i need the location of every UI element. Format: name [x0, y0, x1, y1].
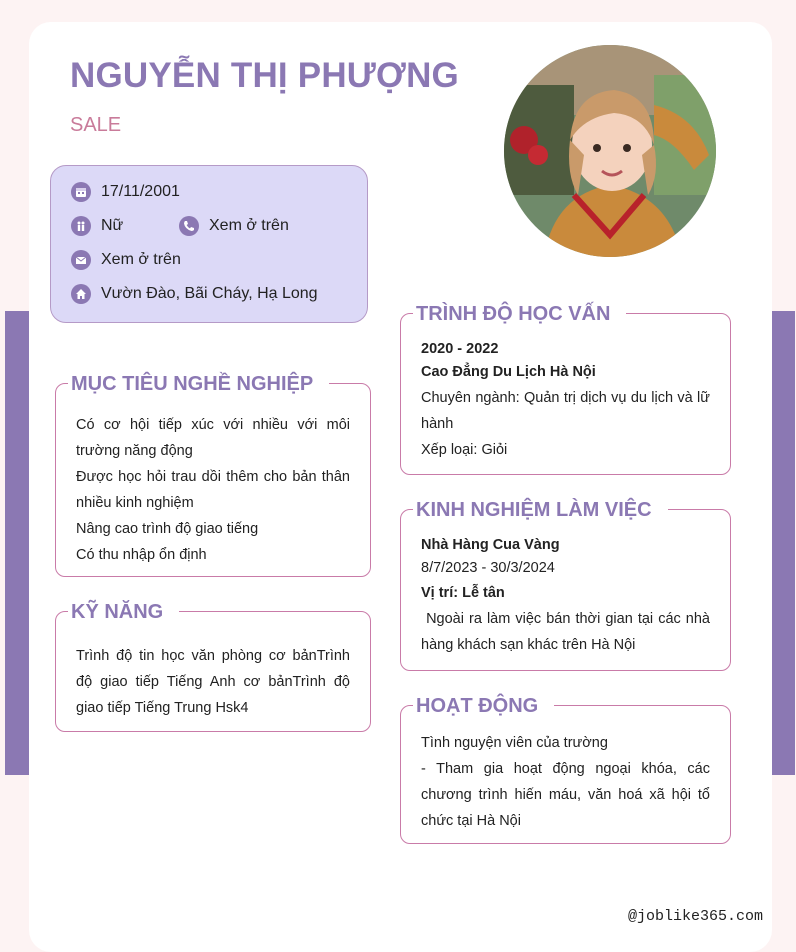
gender-value: Nữ — [101, 217, 124, 234]
education-major: Chuyên ngành: Quản trị dịch vụ du lịch và lữ hành — [421, 390, 710, 432]
skills-section — [55, 601, 371, 732]
avatar — [504, 45, 716, 257]
objective-line: Có thu nhập ổn định — [76, 547, 207, 563]
experience-period: 8/7/2023 - 30/3/2024 — [421, 560, 555, 576]
left-accent-band — [5, 311, 29, 775]
phone-value: Xem ở trên — [209, 217, 289, 234]
education-period: 2020 - 2022 — [421, 341, 499, 357]
gender-row — [71, 216, 123, 236]
avatar-photo — [504, 45, 716, 257]
objective-line: Có cơ hội tiếp xúc với nhiều với môi trường năng động — [76, 417, 350, 459]
skills-body — [76, 643, 350, 721]
activities-line: - Tham gia hoạt động ngoại khóa, các chương trình hiến máu, văn hoá xã hội tổ chức tại Hà Nội — [421, 761, 710, 829]
address-value: Vườn Đào, Bãi Cháy, Hạ Long — [101, 285, 318, 302]
personal-info-box — [50, 165, 368, 323]
skills-text: Trình độ tin học văn phòng cơ bảnTrình độ giao tiếp Tiếng Anh cơ bảnTrình độ giao tiếp Tiếng Trung Hsk4 — [76, 648, 350, 716]
activities-body — [421, 730, 710, 834]
activities-line: Tình nguyện viên của trường — [421, 735, 608, 751]
objective-body — [76, 412, 350, 568]
education-body — [421, 338, 710, 463]
gender-icon — [71, 216, 91, 236]
experience-description: Ngoài ra làm việc bán thời gian tại các nhà hàng khách sạn khác trên Hà Nội — [421, 611, 715, 653]
education-section — [400, 303, 731, 475]
email-value: Xem ở trên — [101, 251, 181, 268]
education-school: Cao Đẳng Du Lịch Hà Nội — [421, 364, 596, 380]
objective-line: Nâng cao trình độ giao tiếng — [76, 521, 259, 537]
birthday-row — [71, 182, 180, 202]
education-title: TRÌNH ĐỘ HỌC VẤN — [413, 301, 626, 327]
experience-title: KINH NGHIỆM LÀM VIỆC — [413, 497, 668, 523]
home-icon — [71, 284, 91, 304]
right-accent-band — [771, 311, 795, 775]
footer-watermark: @joblike365.com — [628, 908, 764, 925]
experience-role: Vị trí: Lễ tân — [421, 585, 505, 601]
activities-section — [400, 695, 731, 844]
experience-body — [421, 534, 715, 658]
birthday-value: 17/11/2001 — [101, 183, 180, 200]
mail-icon — [71, 250, 91, 270]
objective-section — [55, 373, 371, 577]
activities-title: HOẠT ĐỘNG — [413, 693, 554, 719]
experience-company: Nhà Hàng Cua Vàng — [421, 537, 560, 553]
email-row — [71, 250, 181, 270]
address-row — [71, 284, 318, 304]
phone-icon — [179, 216, 199, 236]
phone-row — [179, 216, 289, 236]
candidate-name: NGUYỄN THỊ PHƯỢNG — [70, 56, 459, 95]
education-grade: Xếp loại: Giỏi — [421, 442, 508, 458]
experience-section — [400, 499, 731, 671]
objective-line: Được học hỏi trau dồi thêm cho bản thân nhiều kinh nghiệm — [76, 469, 350, 511]
objective-title: MỤC TIÊU NGHỀ NGHIỆP — [68, 371, 329, 397]
skills-title: KỸ NĂNG — [68, 599, 179, 625]
calendar-icon — [71, 182, 91, 202]
candidate-position: SALE — [70, 114, 122, 136]
